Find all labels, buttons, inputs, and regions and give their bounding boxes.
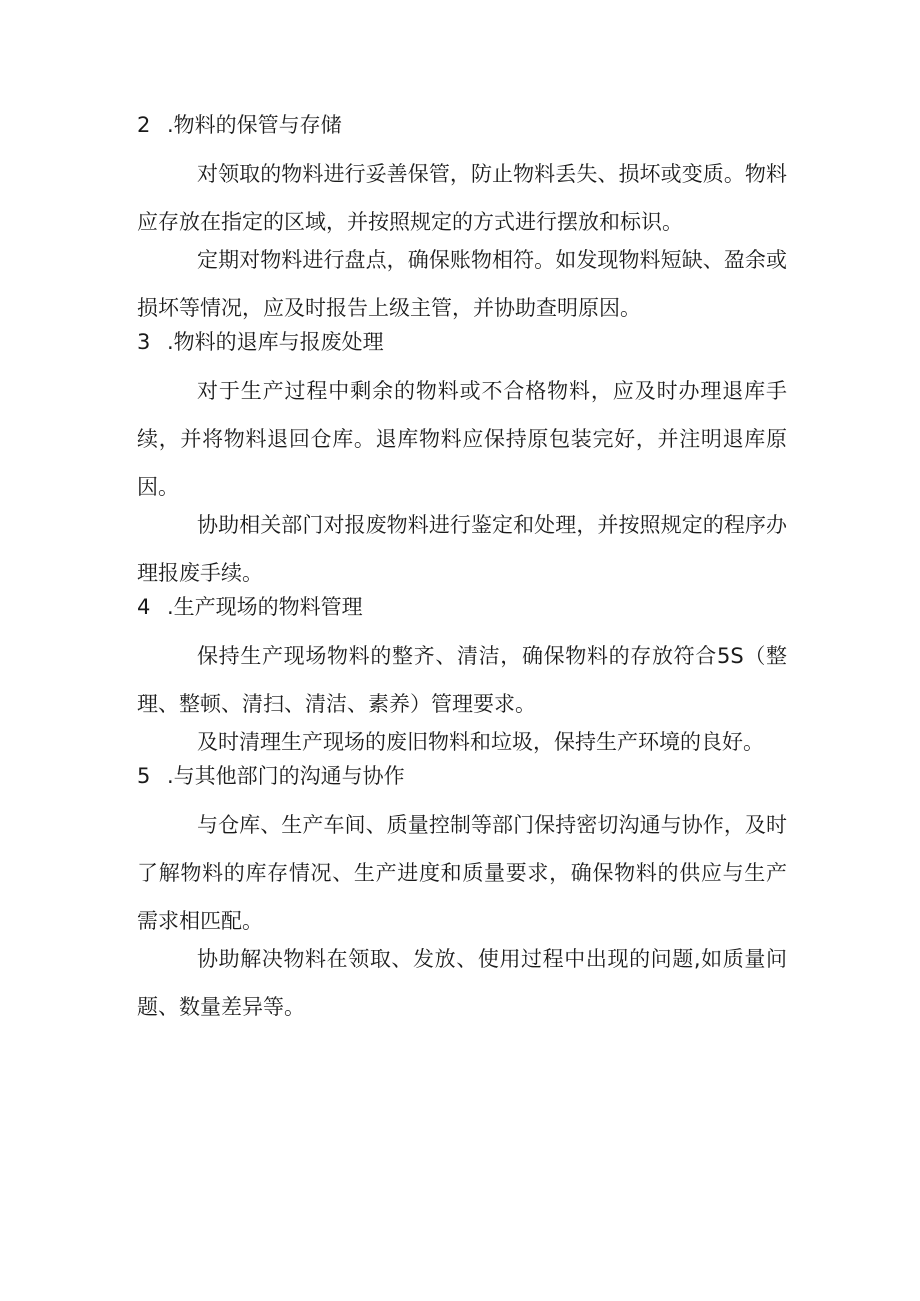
paragraph: 协助相关部门对报废物料进行鉴定和处理，并按照规定的程序办理报废手续。	[137, 513, 787, 585]
section-number: 3	[137, 330, 151, 354]
paragraph: 保持生产现场物料的整齐、清洁，确保物料的存放符合5S（整理、整顿、清扫、清洁、素养）管理要求。	[137, 644, 787, 716]
document-body	[137, 112, 787, 1028]
section-heading	[137, 763, 787, 790]
paragraph: 定期对物料进行盘点，确保账物相符。如发现物料短缺、盈余或损坏等情况，应及时报告上级主管，并协助查明原因。	[137, 248, 787, 320]
paragraph: 对于生产过程中剩余的物料或不合格物料，应及时办理退库手续，并将物料退回仓库。退库物料应保持原包装完好，并注明退库原因。	[137, 379, 787, 499]
section-number: 5	[137, 764, 151, 788]
section-heading	[137, 112, 787, 139]
section-number: 2	[137, 113, 151, 137]
paragraph: 对领取的物料进行妥善保管，防止物料丢失、损坏或变质。物料应存放在指定的区域，并按照规定的方式进行摆放和标识。	[137, 162, 787, 234]
section-3	[137, 329, 787, 597]
section-title: .物料的保管与存储	[167, 113, 342, 137]
paragraph: 与仓库、生产车间、质量控制等部门保持密切沟通与协作，及时了解物料的库存情况、生产进度和质量要求，确保物料的供应与生产需求相匹配。	[137, 813, 787, 933]
section-heading	[137, 594, 787, 621]
section-title: .与其他部门的沟通与协作	[167, 764, 405, 788]
section-heading	[137, 329, 787, 356]
paragraph: 协助解决物料在领取、发放、使用过程中出现的问题,如质量问题、数量差异等。	[137, 947, 787, 1019]
section-title: .生产现场的物料管理	[167, 595, 363, 619]
paragraph: 及时清理生产现场的废旧物料和垃圾，保持生产环境的良好。	[197, 730, 764, 754]
section-5	[137, 763, 787, 1031]
section-title: .物料的退库与报废处理	[167, 330, 384, 354]
section-number: 4	[137, 595, 151, 619]
section-4	[137, 594, 787, 766]
section-2	[137, 112, 787, 332]
